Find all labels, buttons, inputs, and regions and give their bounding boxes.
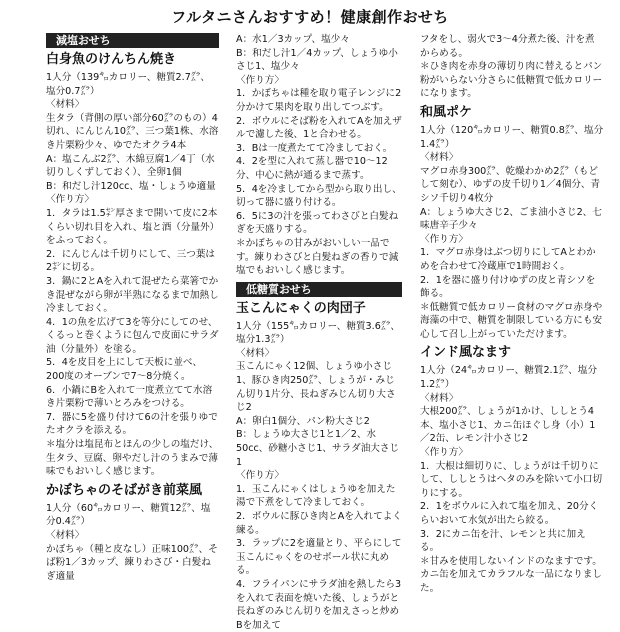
recipe-body bbox=[236, 320, 402, 632]
recipe-line: 〈材料〉 bbox=[46, 99, 85, 111]
recipe-line: 1人分（155㌔カロリー、糖質3.6㌘、塩分1.3㌘） bbox=[236, 320, 401, 346]
recipe-line: 2．ボウルに豚ひき肉とAを入れてよく練る。 bbox=[236, 511, 402, 536]
recipe-body bbox=[420, 124, 604, 342]
recipe-line: 5．4を冷ましてから型から取り出し、切って器に盛り付ける。 bbox=[236, 183, 402, 209]
recipe-line: 2．1をボウルに入れて塩を加え、20分くらいおいて水気が出たら絞る。 bbox=[420, 501, 599, 526]
recipe-line: 5．4を皮目を上にして天板に並べ、200度のオーブンで7～8分焼く。 bbox=[46, 357, 203, 383]
recipe-body bbox=[46, 502, 219, 584]
recipe-line: かぼちゃ（種と皮なし）正味100㌘、そば粉1／3カップ、練りわさび・白髪ねぎ適量 bbox=[46, 543, 218, 582]
recipe-line: A：しょうゆ大さじ2、ごま油小さじ2、七味唐辛子少々 bbox=[420, 206, 602, 232]
recipe-body bbox=[236, 33, 402, 278]
recipe-line: 大根200㌘、しょうが1かけ、ししとう4本、塩小さじ1、カニ缶ほぐし身（小）1／2缶、レモン汁小さじ2 bbox=[420, 406, 596, 445]
recipe-line: A：水1／3カップ、塩少々 bbox=[236, 34, 350, 45]
recipe-line: 〈材料〉 bbox=[420, 152, 459, 164]
recipe-line: ＊低糖質で低カロリー食材のマグロ赤身や海藻の中で、糖質を制限している方にも安心して召し上がっていただけます。 bbox=[420, 301, 603, 340]
recipe-line: 2．にんじんは千切りにして、三つ葉は2㌢に切る。 bbox=[46, 248, 216, 274]
recipe-line: 〈材料〉 bbox=[46, 530, 85, 541]
recipe-line: 〈作り方〉 bbox=[46, 194, 94, 206]
column-2 bbox=[236, 33, 402, 631]
recipe-line: 1人分（24㌔カロリー、糖質2.1㌘、塩分1.2㌘） bbox=[420, 365, 598, 391]
recipe-line: 1．玉こんにゃくはしょうゆを加えた湯で下煮をして冷ましておく。 bbox=[236, 483, 396, 509]
recipe-body bbox=[420, 364, 604, 595]
recipe-line: 〈材料〉 bbox=[420, 392, 459, 404]
recipe-line: B：和だし汁120cc、塩・しょうゆ適量 bbox=[46, 180, 216, 192]
recipe-line: 〈材料〉 bbox=[236, 347, 275, 359]
recipe-title: かぼちゃのそばがき前菜風 bbox=[46, 482, 203, 498]
recipe-line: ＊かぼちゃの甘みがおいしい一品です。練りわさびと白髪ねぎの香りで減塩でもおいしく感じます。 bbox=[236, 237, 399, 277]
recipe-line: 6．5に3の汁を張ってわさびと白髪ねぎを天盛りする。 bbox=[236, 210, 399, 236]
recipe-line: 1人分（60㌔カロリー、糖質12㌘、塩分0.4㌘） bbox=[46, 502, 211, 528]
recipe-line: 1人分（120㌔カロリー、糖質0.8㌘、塩分1.4㌘） bbox=[420, 124, 604, 150]
recipe-line: 2．ボウルにそば粉を入れてAを加えザルで濾した後、1と合わせる。 bbox=[236, 115, 402, 141]
recipe-line: ＊塩分は塩昆布とほんの少しの塩だけ、生タラ、豆腐、卵やだし汁のうまみで薄味でもおいしく感じます。 bbox=[46, 439, 219, 478]
recipe-line: 6．小鍋にBを入れて一度煮立てて水溶き片栗粉で薄いとろみをつける。 bbox=[46, 384, 213, 410]
recipe-line: 3．鍋に2とAを入れて混ぜたら菜箸でかき混ぜながら卵が半熟になるまで加熱し冷ましておく。 bbox=[46, 275, 219, 315]
recipe-title: 玉こんにゃくの肉団子 bbox=[236, 300, 366, 316]
recipe-line: B：和だし汁1／4カップ、しょうゆ小さじ1、塩少々 bbox=[236, 47, 398, 73]
section-label-low-carb: 低糖質おせち bbox=[236, 282, 402, 297]
recipe-line: 4．フライパンにサラダ油を熱したら3を入れて表面を焼いた後、しょうがと長ねぎのみじん切りを加えさっと炒めBを加えて bbox=[236, 578, 402, 631]
recipe-line: フタをし、弱火で3～4分煮た後、汁を煮からめる。 bbox=[420, 34, 595, 59]
recipe-line: 1．大根は細切りに、しょうがは千切りにして、ししとうはヘタのみを除いて小口切りにする。 bbox=[420, 460, 603, 499]
recipe-line: 1人分（139㌔カロリー、糖質2.7㌘、塩分0.7㌘） bbox=[46, 72, 211, 97]
recipe-body bbox=[420, 33, 604, 101]
recipe-line: 〈作り方〉 bbox=[420, 447, 468, 459]
recipe-line: 1．マグロ赤身はぶつ切りにしてAとわかめを合わせて冷蔵庫で1時間おく。 bbox=[420, 247, 596, 272]
recipe-title: 和風ポケ bbox=[420, 104, 473, 120]
recipe-body bbox=[46, 71, 219, 479]
recipe-line: マグロ赤身300㌘、乾燥わかめ2㌘（もどして刻む）、ゆずの皮千切り1／4個分、青シソ千切り4枚分 bbox=[420, 165, 601, 204]
recipe-line: ＊ひき肉を赤身の薄切り肉に替えるとパン粉がいらない分さらに低糖質で低カロリーになります。 bbox=[420, 61, 603, 100]
recipe-title: インド風なます bbox=[420, 345, 512, 361]
recipe-line: 〈作り方〉 bbox=[420, 233, 468, 245]
column-1 bbox=[46, 33, 219, 582]
recipe-line: ＊甘みを使用しないインドのなますです。カニ缶を加えてカラフルな一品になりました。 bbox=[420, 555, 602, 594]
recipe-line: 1．かぼちゃは種を取り電子レンジに2分かけて果肉を取り出してつぶす。 bbox=[236, 88, 402, 113]
recipe-line: 7．器に5を盛り付けて6の汁を張りゆでたオクラを添える。 bbox=[46, 411, 218, 437]
recipe-line: A：塩こんぶ2㌘、木綿豆腐1／4丁（水切りしくずしておく）、全卵1個 bbox=[46, 153, 215, 179]
section-label-low-salt: 減塩おせち bbox=[46, 33, 219, 48]
recipe-line: 4．1の魚を広げて3を等分にしてのせ、くるっと巻くように包んで皮面にサラダ油（分量外）を塗る。 bbox=[46, 316, 219, 355]
recipe-line: 玉こんにゃく12個、しょうゆ小さじ1、豚ひき肉250㌘、しょうが・みじん切り1片分、長ねぎみじん切り大さじ2 bbox=[236, 361, 396, 414]
recipe-line: 3．Bは一度煮たてて冷ましておく。 bbox=[236, 142, 393, 154]
recipe-line: 1．タラは1.5㌢厚さまで開いて皮に2本くらい切れ目を入れ、塩と酒（分量外）をふっておく。 bbox=[46, 207, 218, 247]
recipe-line: 生タラ（背側の厚い部分60㌘のもの）4切れ、にんじん10㌘、三つ葉1株、水溶き片栗粉少々、ゆでたオクラ4本 bbox=[46, 112, 219, 151]
recipe-line: 2．1を器に盛り付けゆずの皮と青シソを飾る。 bbox=[420, 274, 596, 300]
recipe-line: A：卵白1個分、パン粉大さじ2 bbox=[236, 415, 370, 427]
recipe-title: 白身魚のけんちん焼き bbox=[46, 52, 177, 67]
recipe-line: 3．2にカニ缶を汁、レモンと共に加える。 bbox=[420, 528, 586, 554]
recipe-line: 〈作り方〉 bbox=[236, 470, 284, 482]
recipe-line: 4．2を型に入れて蒸し器で10～12分、中心に熱が通るまで蒸す。 bbox=[236, 156, 388, 181]
column-3 bbox=[420, 33, 604, 594]
recipe-line: 〈作り方〉 bbox=[236, 74, 284, 86]
page-title: フルタニさんおすすめ！健康創作おせち bbox=[171, 8, 449, 26]
recipe-line: 3．ラップに2を適量とり、平らにして玉こんにゃくをのせボール状に丸める。 bbox=[236, 538, 402, 577]
recipe-line: B：しょうゆ大さじ1と1／2、水50cc、砂糖小さじ1、サラダ油大さじ1 bbox=[236, 429, 400, 468]
